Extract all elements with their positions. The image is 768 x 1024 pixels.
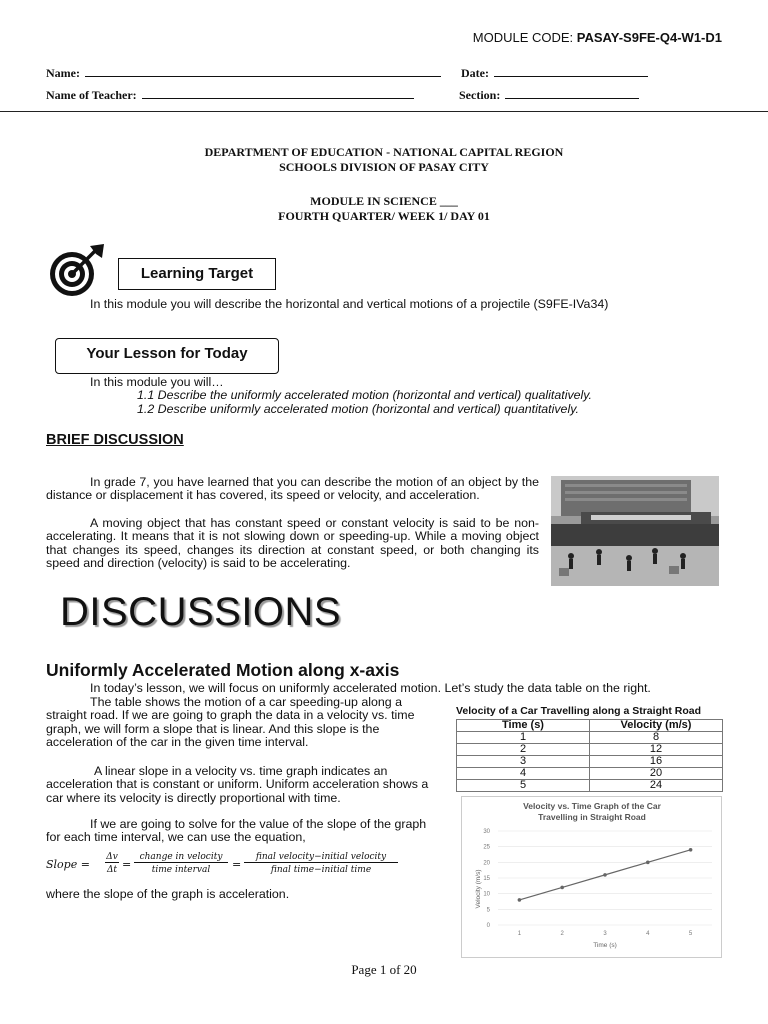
title-line3: MODULE IN SCIENCE ___ — [310, 194, 458, 208]
table-row: 3 16 — [457, 756, 723, 768]
title-line1: DEPARTMENT OF EDUCATION - NATIONAL CAPITAL REGION — [204, 145, 564, 159]
learning-target-heading: Learning Target — [118, 258, 276, 290]
teacher-label: Name of Teacher: — [46, 88, 137, 102]
chart-ytick-label: 30 — [483, 829, 490, 835]
name-label: Name: — [46, 66, 80, 80]
chart-ytick-label: 0 — [486, 923, 490, 929]
chart-data-point — [603, 873, 607, 877]
name-field[interactable] — [85, 76, 441, 77]
discussions-subheading: Uniformly Accelerated Motion along x-axis — [46, 660, 400, 680]
table-header-velocity: Velocity (m/s) — [590, 720, 723, 732]
table-row: 5 24 — [457, 780, 723, 792]
section-label: Section: — [459, 88, 501, 102]
chart-data-point — [646, 861, 650, 865]
discussion-para-4: If we are going to solve for the value of the slope of the graph for each time interval, we can use the equation, — [46, 817, 427, 845]
module-code: MODULE CODE: PASAY-S9FE-Q4-W1-D1 — [472, 30, 722, 45]
chart-data-point — [560, 886, 564, 890]
teacher-row — [46, 88, 414, 103]
title-line2: SCHOOLS DIVISION OF PASAY CITY — [279, 160, 489, 174]
page-number: Page 1 of 20 — [351, 962, 417, 977]
discussion-para-2: The table shows the motion of a car speeding-up along a straight road. If we are going to graph the data in a velocity vs. time graph, we will form a slope that is linear. And this slope is the acceleration of the car in the given time interval. — [46, 695, 415, 750]
discussion-para-5: where the slope of the graph is acceleration. — [46, 887, 290, 901]
table-header-time: Time (s) — [457, 720, 590, 732]
chart-xtick-label: 3 — [603, 931, 607, 937]
chart-ytick-label: 25 — [483, 844, 490, 851]
chart-data-point — [518, 898, 522, 902]
chart-ytick-label: 15 — [483, 876, 490, 882]
chart-title-line2: Travelling in Straight Road — [538, 812, 646, 822]
lesson-item-1: 1.1 Describe the uniformly accelerated motion (horizontal and vertical) qualitatively. — [137, 388, 592, 402]
velocity-table — [456, 719, 723, 792]
table-row: 4 20 — [457, 768, 723, 780]
teacher-field[interactable] — [142, 98, 414, 99]
discussions-heading: DISCUSSIONS — [60, 590, 342, 634]
date-field[interactable] — [494, 76, 648, 77]
chart-ytick-label: 5 — [486, 907, 490, 914]
chart-data-point — [689, 848, 693, 852]
title-line4: FOURTH QUARTER/ WEEK 1/ DAY 01 — [278, 209, 490, 223]
chart-xtick-label: 4 — [646, 931, 650, 937]
module-code-value: PASAY-S9FE-Q4-W1-D1 — [576, 30, 722, 45]
table-row: 1 8 — [457, 732, 723, 744]
velocity-time-chart — [461, 796, 722, 958]
discussion-para-1: In today’s lesson, we will focus on uniformly accelerated motion. Let’s study the data table on the right. — [90, 681, 651, 695]
table-row: 2 12 — [457, 744, 723, 756]
lesson-intro: In this module you will… — [90, 375, 224, 389]
chart-xlabel: Time (s) — [593, 942, 617, 949]
chart-ytick-label: 20 — [483, 860, 490, 867]
chart-title-line1: Velocity vs. Time Graph of the Car — [523, 801, 661, 811]
discussion-para-3: A linear slope in a velocity vs. time graph indicates an acceleration that is constant or uniform. Uniform acceleration shows a car where its velocity is directly proportional with time. — [46, 764, 429, 805]
chart-xtick-label: 1 — [517, 931, 522, 937]
chart-xtick-label: 2 — [560, 931, 564, 937]
name-row — [46, 66, 441, 81]
brief-heading: BRIEF DISCUSSION — [46, 432, 184, 448]
brief-para-2: A moving object that has constant speed or constant velocity is said to be non-accelerating. It means that it is not slowing down or speeding-up. While a moving object that changes its speed, changes its direction at constant speed, or both changing its speed and direction (velocity) is said to be accelerating. — [46, 516, 539, 571]
school-photo — [551, 476, 719, 586]
lesson-item-2: 1.2 Describe uniformly accelerated motion (horizontal and vertical) quantitatively. — [137, 402, 579, 416]
header-divider — [0, 111, 768, 112]
brief-para-1: In grade 7, you have learned that you can describe the motion of an object by the distance or displacement it has covered, its speed or velocity, and acceleration. — [46, 475, 539, 503]
target-icon — [46, 244, 106, 300]
chart-xtick-label: 5 — [688, 931, 693, 937]
date-row — [461, 66, 648, 81]
chart-ytick-label: 10 — [483, 891, 490, 898]
learning-target-text: In this module you will describe the horizontal and vertical motions of a projectile (S9FE-IVa34) — [90, 297, 609, 311]
date-label: Date: — [461, 66, 489, 80]
section-row — [459, 88, 639, 103]
chart-ylabel: Velocity (m/s) — [475, 869, 482, 909]
table-header-row — [457, 720, 723, 732]
lesson-today-heading: Your Lesson for Today — [55, 338, 279, 374]
table-title: Velocity of a Car Travelling along a Straight Road — [456, 705, 702, 717]
section-field[interactable] — [505, 98, 639, 99]
title-block — [0, 145, 768, 224]
